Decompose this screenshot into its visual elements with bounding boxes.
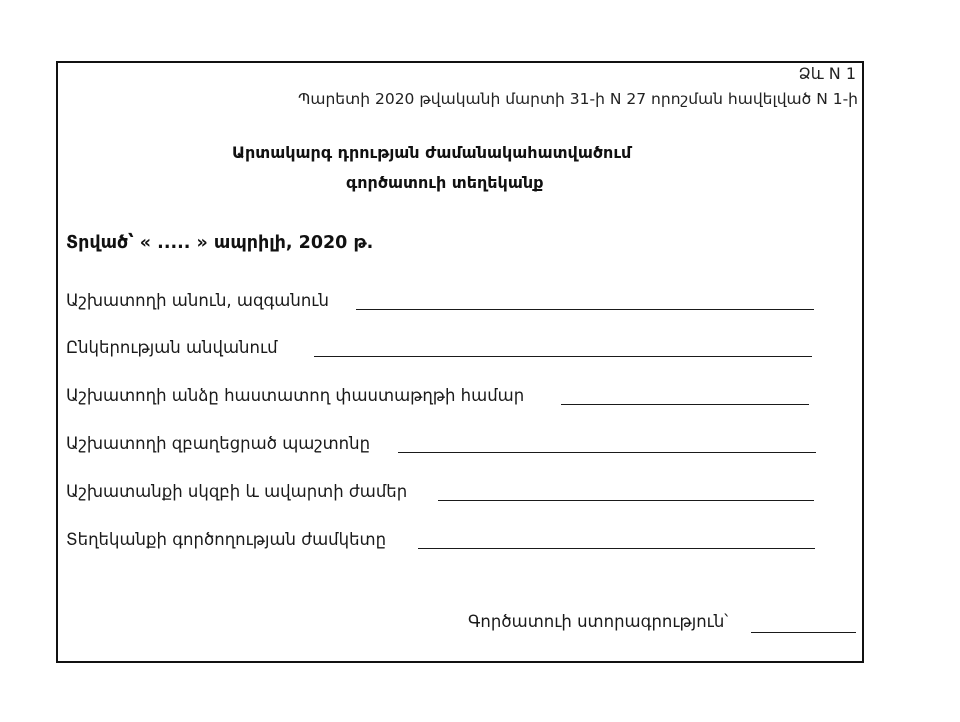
position-label: Աշխատողի զբաղեցրած պաշտոնը [66,434,371,453]
validity-period-field[interactable] [418,548,815,549]
form-title-line-1: Արտակարգ դրության ժամանակահատվածում [232,143,632,162]
form-number: Ձև N 1 [798,64,856,83]
id-document-label: Աշխատողի անձը հաստատող փաստաթղթի համար [66,386,525,405]
employer-signature-field[interactable] [751,632,856,633]
validity-period-label: Տեղեկանքի գործողության ժամկետը [66,530,387,549]
work-hours-field[interactable] [438,500,814,501]
employee-name-field[interactable] [356,309,814,310]
id-document-field[interactable] [561,404,809,405]
company-name-field[interactable] [314,356,812,357]
work-hours-label: Աշխատանքի սկզբի և ավարտի ժամեր [66,482,408,501]
employee-name-label: Աշխատողի անուն, ազգանուն [66,291,329,310]
company-name-label: Ընկերության անվանում [66,338,278,357]
form-title-line-2: գործատուի տեղեկանք [346,173,544,192]
employer-signature-label: Գործատուի ստորագրություն՝ [468,612,729,631]
position-field[interactable] [398,452,816,453]
form-subtitle: Պարետի 2020 թվականի մարտի 31-ի N 27 որոշման հավելված N 1-ի [297,90,858,108]
issued-date-line: Տրված՝ « ..... » ապրիլի, 2020 թ. [66,233,374,253]
